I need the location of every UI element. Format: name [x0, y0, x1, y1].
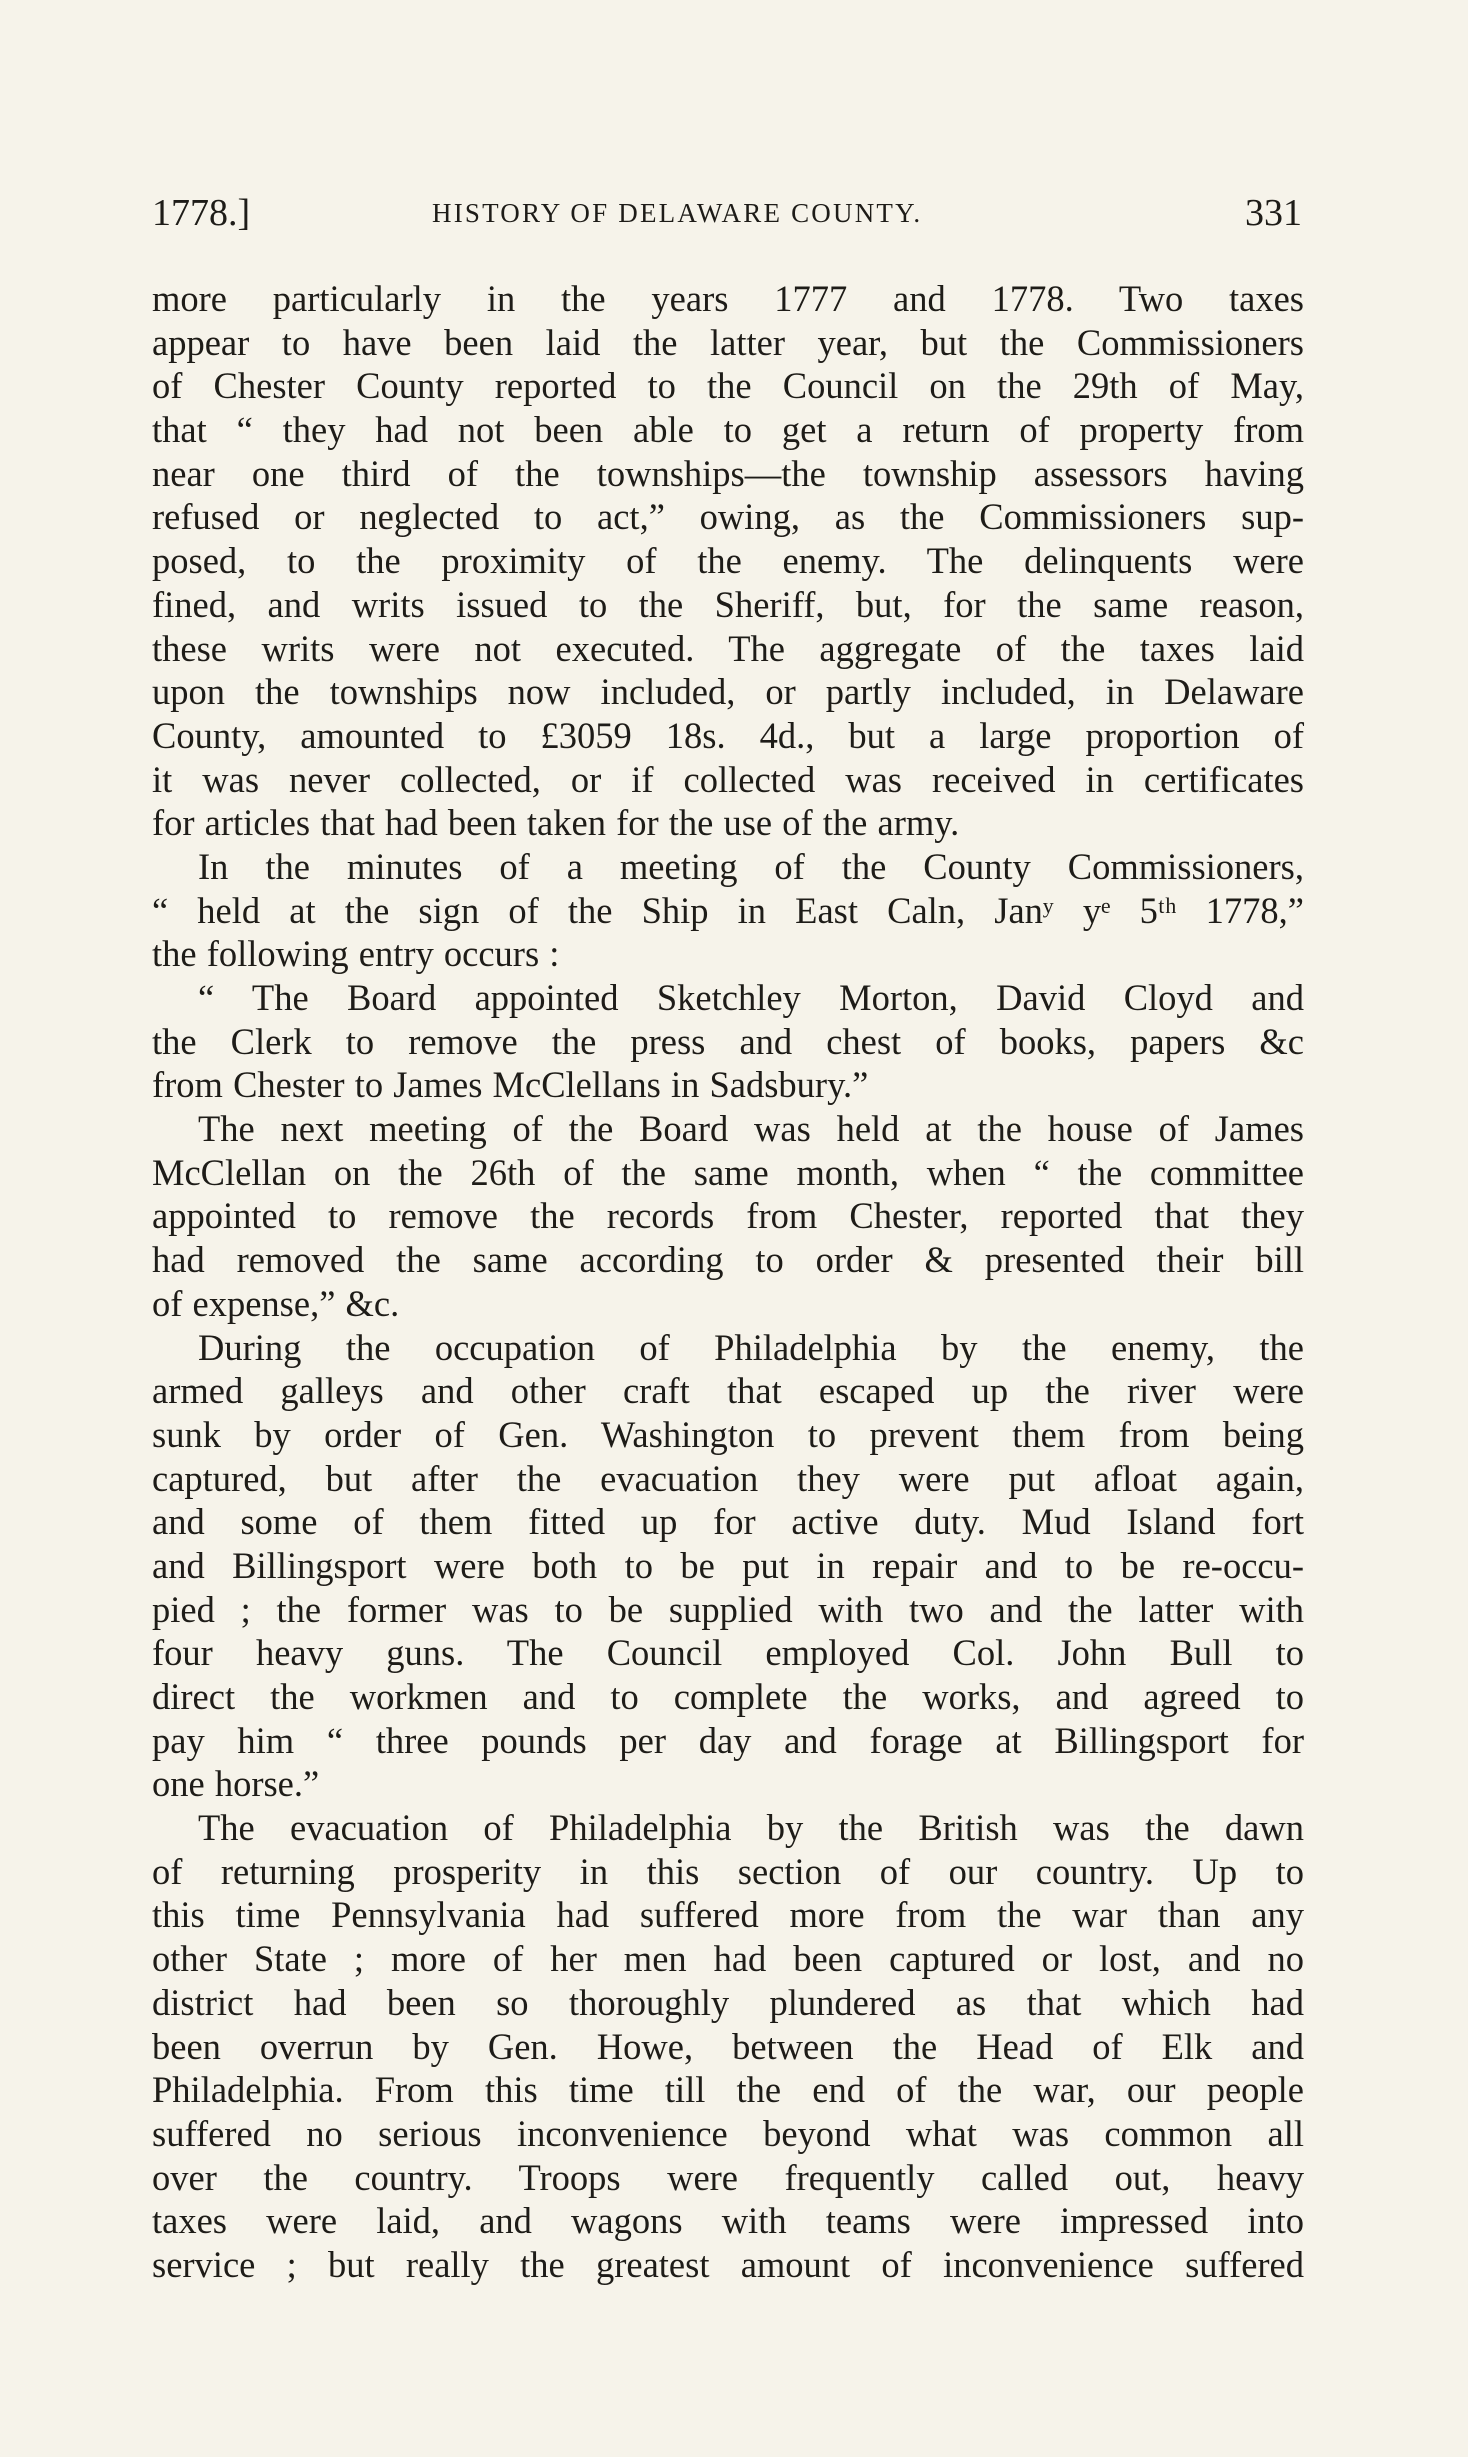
running-head-year: 1778.] [152, 192, 251, 234]
text-line: four heavy guns. The Council employed Col. John Bull to [152, 1632, 1304, 1674]
text-line: service ; but really the greatest amount of inconvenience suffered [152, 2243, 1304, 2285]
text-line: near one third of the townships—the township assessors having [152, 452, 1304, 494]
text-line: taxes were laid, and wagons with teams were impressed into [152, 2200, 1304, 2242]
text-line: from Chester to James McClellans in Sadsbury.” [152, 1064, 869, 1106]
running-head-title: HISTORY OF DELAWARE COUNTY. [432, 198, 923, 228]
text-line: this time Pennsylvania had suffered more from the war than any [152, 1894, 1304, 1936]
text-line: “ The Board appointed Sketchley Morton, David Cloyd and [198, 977, 1304, 1018]
text-line: appear to have been laid the latter year, but the Commissioners [152, 321, 1304, 363]
text-line: over the country. Troops were frequently called out, heavy [152, 2156, 1304, 2198]
text-line: the Clerk to remove the press and chest of books, papers &c [152, 1020, 1304, 1062]
text-line: appointed to remove the records from Chester, reported that they [152, 1195, 1304, 1237]
text-line: Philadelphia. From this time till the end of the war, our people [152, 2069, 1304, 2111]
page-number: 331 [1245, 192, 1302, 234]
text-line: refused or neglected to act,” owing, as the Commissioners sup- [152, 496, 1304, 538]
text-line: The evacuation of Philadelphia by the British was the dawn [198, 1807, 1304, 1849]
text-line: County, amounted to £3059 18s. 4d., but a large proportion of [152, 714, 1304, 756]
text-line: of Chester County reported to the Council on the 29th of May, [152, 365, 1304, 407]
text-line: pied ; the former was to be supplied with two and the latter with [152, 1588, 1304, 1630]
text-line: of returning prosperity in this section of our country. Up to [152, 1850, 1304, 1892]
text-line: that “ they had not been able to get a return of property from [152, 409, 1304, 451]
text-line: other State ; more of her men had been captured or lost, and no [152, 1938, 1304, 1980]
text-line: the following entry occurs : [152, 933, 560, 975]
text-line: one horse.” [152, 1763, 320, 1805]
text-line: and some of them fitted up for active duty. Mud Island fort [152, 1501, 1304, 1543]
text-line: had removed the same according to order & presented their bill [152, 1239, 1304, 1281]
text-line: McClellan on the 26th of the same month, when “ the committee [152, 1151, 1304, 1193]
text-line: for articles that had been taken for the use of the army. [152, 802, 960, 844]
text-line: these writs were not executed. The aggregate of the taxes laid [152, 627, 1304, 669]
text-line: of expense,” &c. [152, 1282, 400, 1324]
text-line: suffered no serious inconvenience beyond what was common all [152, 2112, 1304, 2154]
text-line: armed galleys and other craft that escaped up the river were [152, 1370, 1304, 1412]
text-line: fined, and writs issued to the Sheriff, but, for the same reason, [152, 583, 1304, 625]
text-line: it was never collected, or if collected was received in certificates [152, 758, 1304, 800]
text-line: district had been so thoroughly plundered as that which had [152, 1981, 1304, 2023]
text-line: In the minutes of a meeting of the County Commissioners, [198, 845, 1304, 887]
body-text [152, 277, 1304, 2287]
text-line: been overrun by Gen. Howe, between the Head of Elk and [152, 2025, 1304, 2067]
text-line: “ held at the sign of the Ship in East Caln, Janʸ yᵉ 5ᵗʰ 1778,” [152, 889, 1304, 931]
text-line: The next meeting of the Board was held at the house of James [198, 1108, 1304, 1150]
text-line: direct the workmen and to complete the works, and agreed to [152, 1676, 1304, 1717]
text-line: posed, to the proximity of the enemy. The delinquents were [152, 540, 1304, 582]
text-line: During the occupation of Philadelphia by the enemy, the [198, 1326, 1304, 1368]
text-line: sunk by order of Gen. Washington to prevent them from being [152, 1413, 1304, 1455]
text-line: captured, but after the evacuation they were put afloat again, [152, 1457, 1304, 1499]
text-line: more particularly in the years 1777 and 1778. Two taxes [152, 278, 1304, 319]
text-line: pay him “ three pounds per day and forage at Billingsport for [152, 1719, 1304, 1761]
running-head [152, 183, 1302, 243]
text-line: and Billingsport were both to be put in repair and to be re-occu- [152, 1544, 1304, 1586]
text-line: upon the townships now included, or partly included, in Delaware [152, 671, 1304, 713]
